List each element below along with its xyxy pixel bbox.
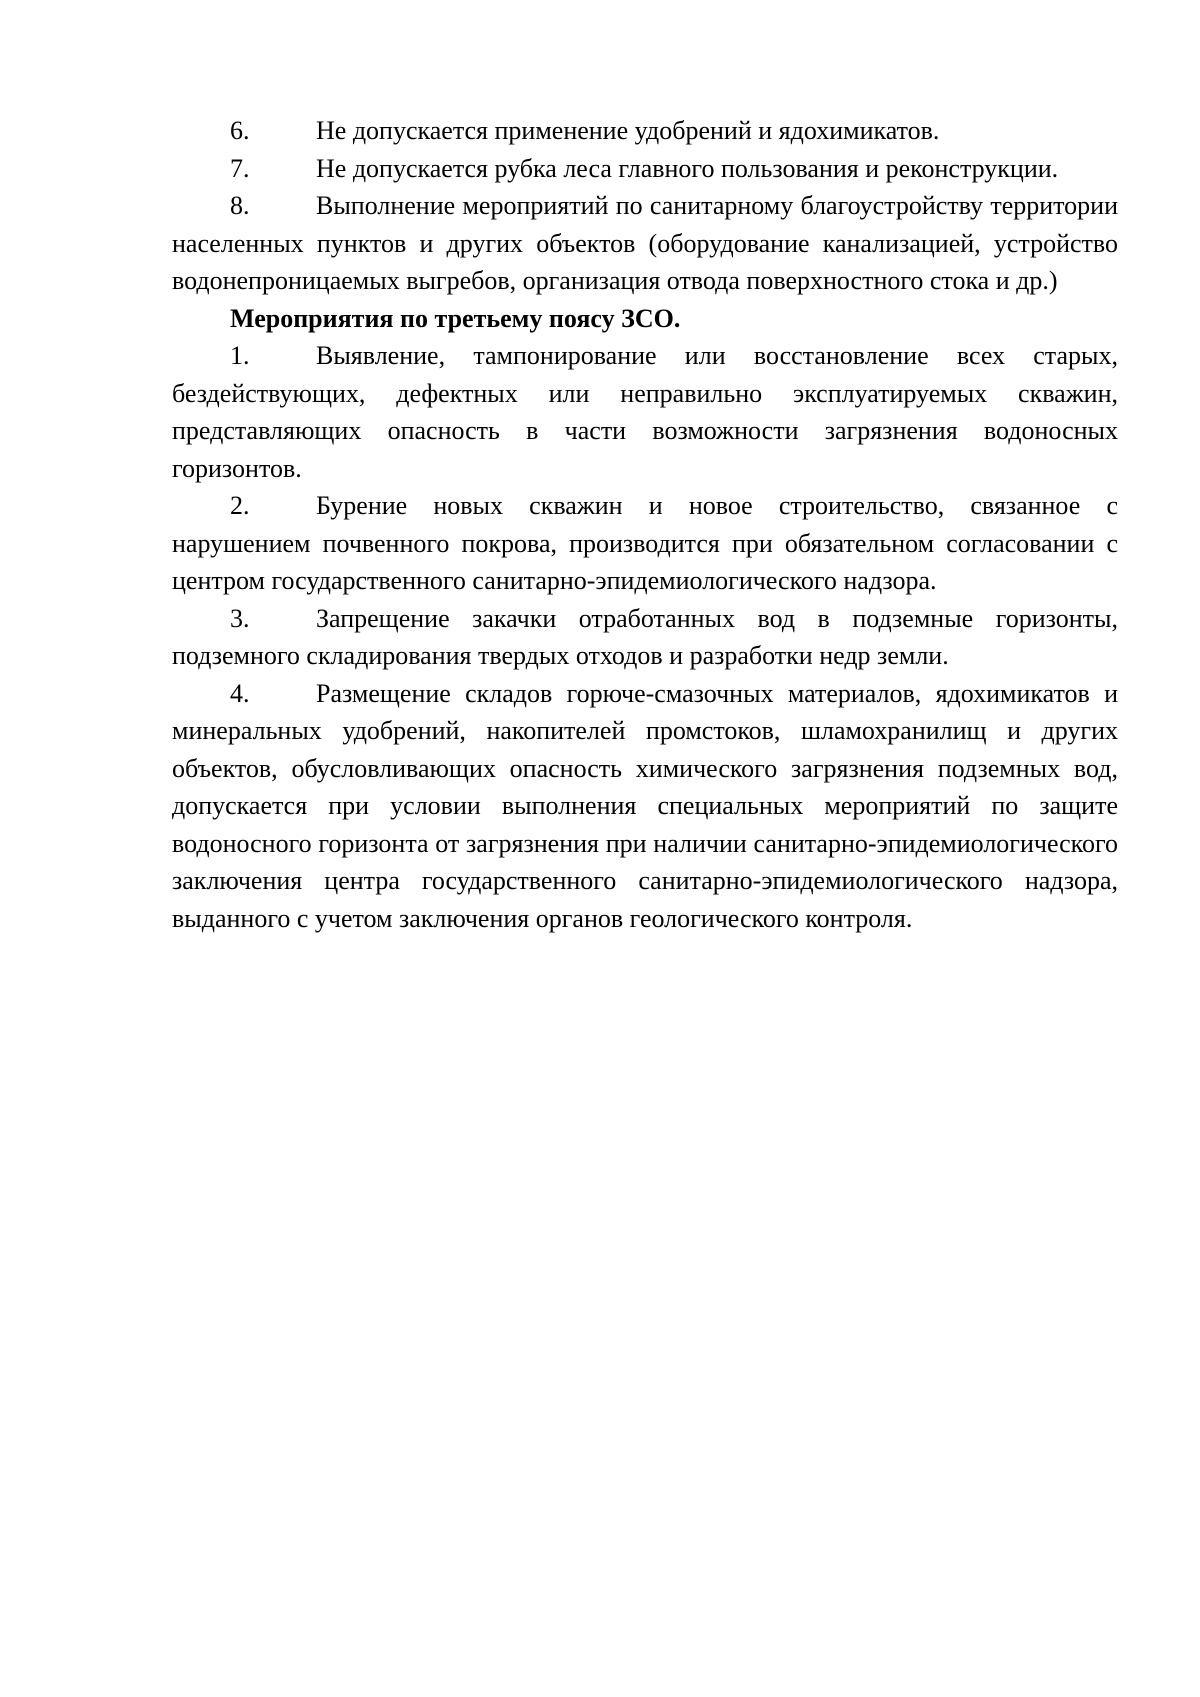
list-item — [172, 187, 1118, 300]
item-number: 1. — [230, 341, 250, 370]
list-item — [172, 112, 1118, 150]
list-item — [172, 487, 1118, 600]
item-number: 6. — [230, 116, 250, 145]
item-number: 2. — [230, 491, 250, 520]
item-text: Не допускается применение удобрений и ядохимикатов. — [316, 116, 940, 145]
section-heading: Мероприятия по третьему поясу ЗСО. — [230, 303, 681, 333]
item-text: Выявление, тампонирование или восстановление всех старых, бездействующих, дефектных или неправильно эксплуатируемых скважин, представляющих опасность в части возможности загрязнения водоносных горизонтов. — [172, 341, 1118, 483]
item-text: Не допускается рубка леса главного пользования и реконструкции. — [316, 153, 1059, 183]
item-number: 3. — [230, 603, 250, 633]
list-item — [172, 600, 1118, 675]
item-number: 7. — [230, 153, 250, 183]
list-item — [172, 675, 1118, 938]
document-body — [172, 112, 1118, 937]
item-number: 8. — [230, 191, 250, 220]
list-item — [172, 337, 1118, 487]
item-number: 4. — [230, 678, 250, 708]
item-text: Запрещение закачки отработанных вод в подземные горизонты, подземного складирования твердых отходов и разработки недр земли. — [172, 603, 1118, 670]
list-item — [172, 150, 1118, 188]
item-text: Выполнение мероприятий по санитарному благоустройству территории населенных пунктов и других объектов (оборудование канализацией, устройство водонепроницаемых выгребов, организация отвода поверхностного стока и др.) — [172, 191, 1118, 295]
item-text: Размещение складов горюче-смазочных материалов, ядохимикатов и минеральных удобрений, накопителей промстоков, шламохранилищ и других объектов, обусловливающих опасность химического загрязнения подземных вод, допускается при условии выполнения специальных мероприятий по защите водоносного горизонта от загрязнения при наличии санитарно-эпидемиологического заключения центра государственного санитарно-эпидемиологического надзора, выданного с учетом заключения органов геологического контроля. — [172, 678, 1118, 933]
item-text: Бурение новых скважин и новое строительство, связанное с нарушением почвенного покрова, производится при обязательном согласовании с центром государственного санитарно-эпидемиологического надзора. — [172, 491, 1118, 595]
